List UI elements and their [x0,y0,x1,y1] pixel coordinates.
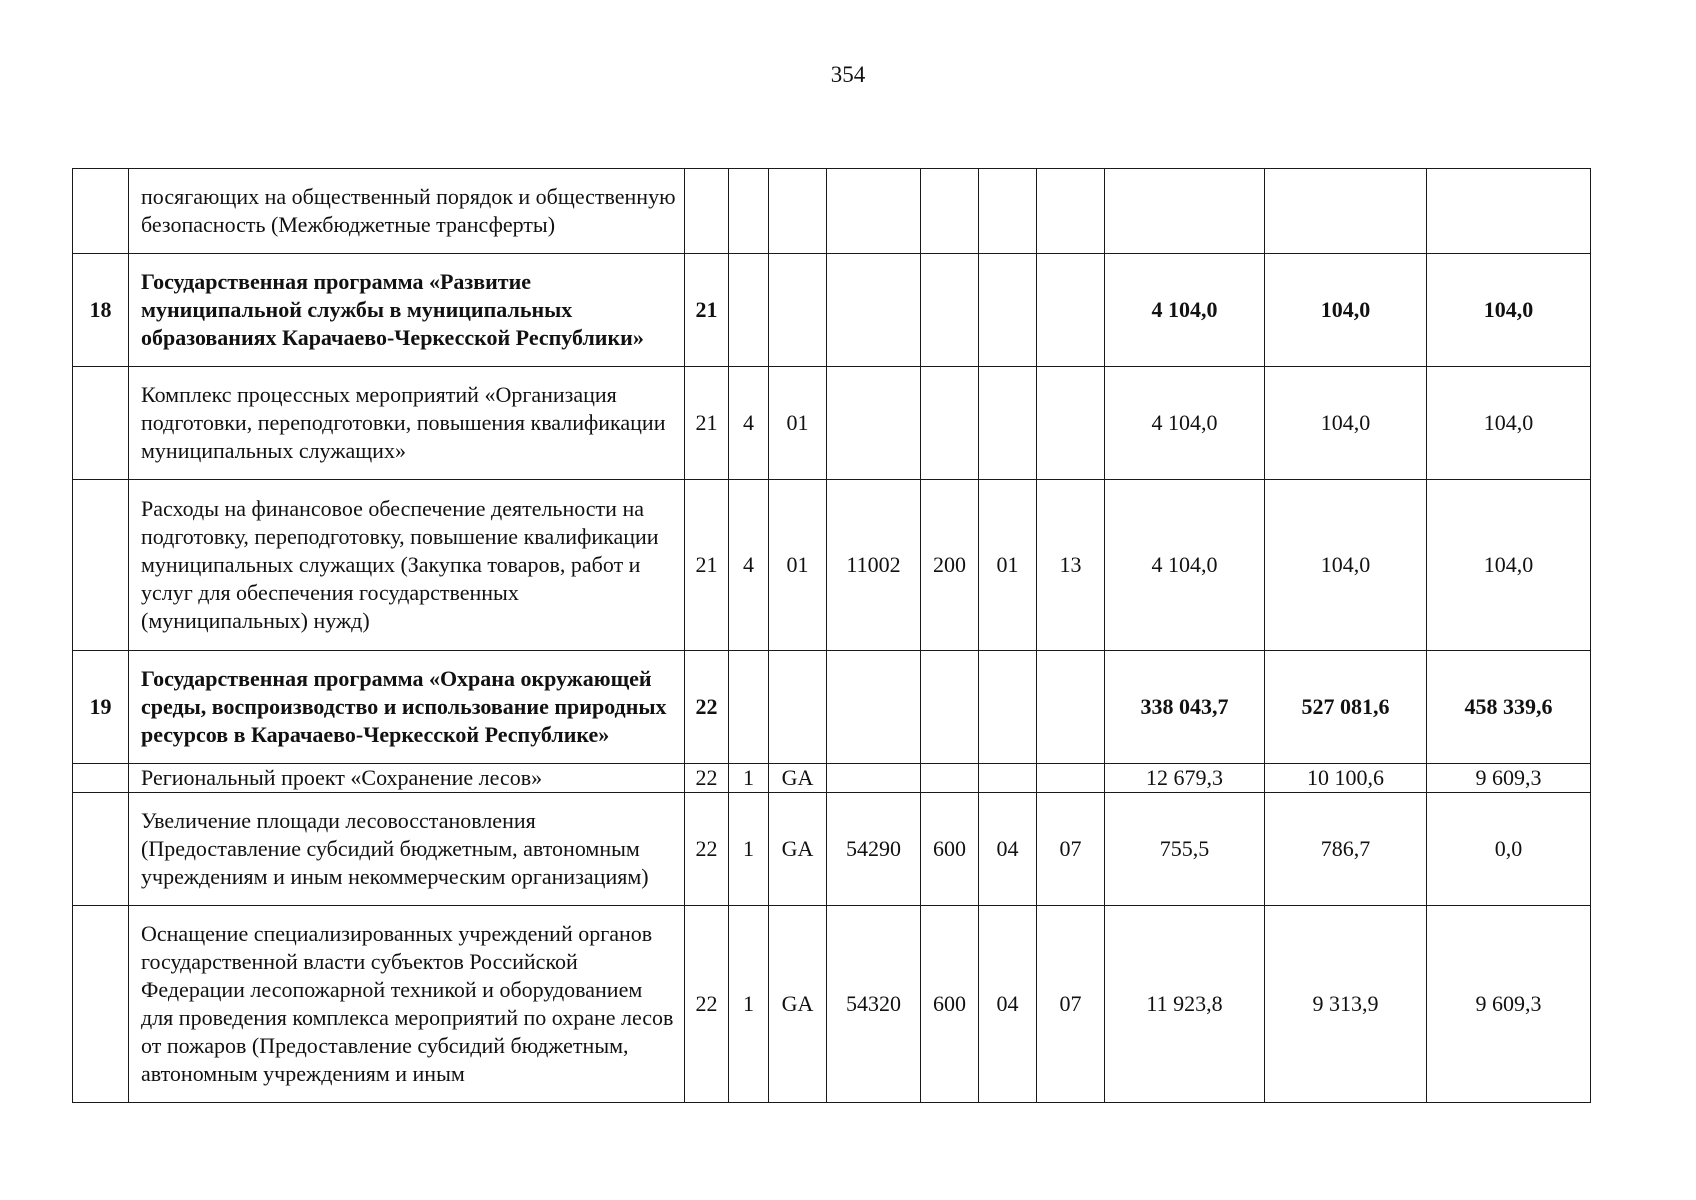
code-element: GA [769,764,827,793]
amount-year-2: 786,7 [1265,793,1427,906]
code-gp [685,169,729,254]
code-gp: 22 [685,906,729,1103]
code-element: 01 [769,367,827,480]
amount-year-1: 338 043,7 [1105,651,1265,764]
code-subsection [1037,169,1105,254]
code-subsection [1037,764,1105,793]
code-gp: 21 [685,367,729,480]
amount-year-3: 9 609,3 [1427,906,1591,1103]
code-section: 01 [979,480,1037,651]
amount-year-1: 12 679,3 [1105,764,1265,793]
code-gp: 22 [685,651,729,764]
amount-year-1: 11 923,8 [1105,906,1265,1103]
row-number [73,367,129,480]
row-number [73,906,129,1103]
table-row [73,367,1591,480]
code-direction: 11002 [827,480,921,651]
code-element: GA [769,793,827,906]
code-direction [827,764,921,793]
row-name: Комплекс процессных мероприятий «Организация подготовки, переподготовки, повышения квалификации муниципальных служащих» [129,367,685,480]
code-direction: 54320 [827,906,921,1103]
amount-year-1: 4 104,0 [1105,254,1265,367]
code-element [769,169,827,254]
code-section: 04 [979,906,1037,1103]
code-expense-type [921,169,979,254]
code-subsection: 07 [1037,906,1105,1103]
code-section: 04 [979,793,1037,906]
table-row [73,254,1591,367]
amount-year-3: 9 609,3 [1427,764,1591,793]
page-number: 354 [830,62,866,87]
row-name: Расходы на финансовое обеспечение деятельности на подготовку, переподготовку, повышение квалификации муниципальных служащих (Закупка товаров, работ и услуг для обеспечения государственных (муниципальных) нужд) [129,480,685,651]
amount-year-3: 104,0 [1427,480,1591,651]
code-direction [827,254,921,367]
budget-table [72,168,1591,1103]
row-number [73,793,129,906]
row-name: Государственная программа «Охрана окружающей среды, воспроизводство и использование природных ресурсов в Карачаево-Черкесской Республике» [129,651,685,764]
code-direction [827,367,921,480]
row-name: Региональный проект «Сохранение лесов» [129,764,685,793]
table-row [73,480,1591,651]
code-expense-type: 600 [921,793,979,906]
code-expense-type: 200 [921,480,979,651]
amount-year-1: 4 104,0 [1105,480,1265,651]
amount-year-2: 104,0 [1265,254,1427,367]
code-section [979,367,1037,480]
amount-year-2: 104,0 [1265,367,1427,480]
row-name: Увеличение площади лесовосстановления (Предоставление субсидий бюджетным, автономным учреждениям и иным некоммерческим организациям) [129,793,685,906]
code-type [729,169,769,254]
code-type: 4 [729,367,769,480]
amount-year-2: 10 100,6 [1265,764,1427,793]
code-element: 01 [769,480,827,651]
amount-year-2 [1265,169,1427,254]
row-number [73,169,129,254]
code-type: 4 [729,480,769,651]
code-gp: 22 [685,764,729,793]
code-direction: 54290 [827,793,921,906]
code-element: GA [769,906,827,1103]
table-row [73,651,1591,764]
code-gp: 21 [685,480,729,651]
row-name: Оснащение специализированных учреждений органов государственной власти субъектов Российской Федерации лесопожарной техникой и оборудованием для проведения комплекса мероприятий по охране лесов от пожаров (Предоставление субсидий бюджетным, автономным учреждениям и иным [129,906,685,1103]
code-expense-type [921,651,979,764]
table-row [73,764,1591,793]
code-section [979,254,1037,367]
amount-year-2: 9 313,9 [1265,906,1427,1103]
amount-year-2: 104,0 [1265,480,1427,651]
amount-year-3: 0,0 [1427,793,1591,906]
code-element [769,651,827,764]
code-expense-type: 600 [921,906,979,1103]
amount-year-3: 458 339,6 [1427,651,1591,764]
row-number [73,480,129,651]
amount-year-3: 104,0 [1427,367,1591,480]
table-row [73,793,1591,906]
code-gp: 21 [685,254,729,367]
amount-year-1: 4 104,0 [1105,367,1265,480]
code-element [769,254,827,367]
code-expense-type [921,254,979,367]
code-type: 1 [729,793,769,906]
code-subsection [1037,254,1105,367]
code-subsection [1037,367,1105,480]
table-row [73,906,1591,1103]
code-subsection: 07 [1037,793,1105,906]
row-number [73,764,129,793]
amount-year-3 [1427,169,1591,254]
amount-year-3: 104,0 [1427,254,1591,367]
code-subsection: 13 [1037,480,1105,651]
code-subsection [1037,651,1105,764]
code-type: 1 [729,764,769,793]
code-direction [827,651,921,764]
code-type [729,651,769,764]
amount-year-2: 527 081,6 [1265,651,1427,764]
code-section [979,169,1037,254]
code-section [979,651,1037,764]
code-type [729,254,769,367]
row-number: 19 [73,651,129,764]
code-direction [827,169,921,254]
table-row [73,169,1591,254]
amount-year-1: 755,5 [1105,793,1265,906]
code-expense-type [921,367,979,480]
code-gp: 22 [685,793,729,906]
row-name: посягающих на общественный порядок и общественную безопасность (Межбюджетные трансферты) [129,169,685,254]
row-number: 18 [73,254,129,367]
amount-year-1 [1105,169,1265,254]
code-expense-type [921,764,979,793]
code-type: 1 [729,906,769,1103]
code-section [979,764,1037,793]
row-name: Государственная программа «Развитие муниципальной службы в муниципальных образованиях Карачаево-Черкесской Республики» [129,254,685,367]
